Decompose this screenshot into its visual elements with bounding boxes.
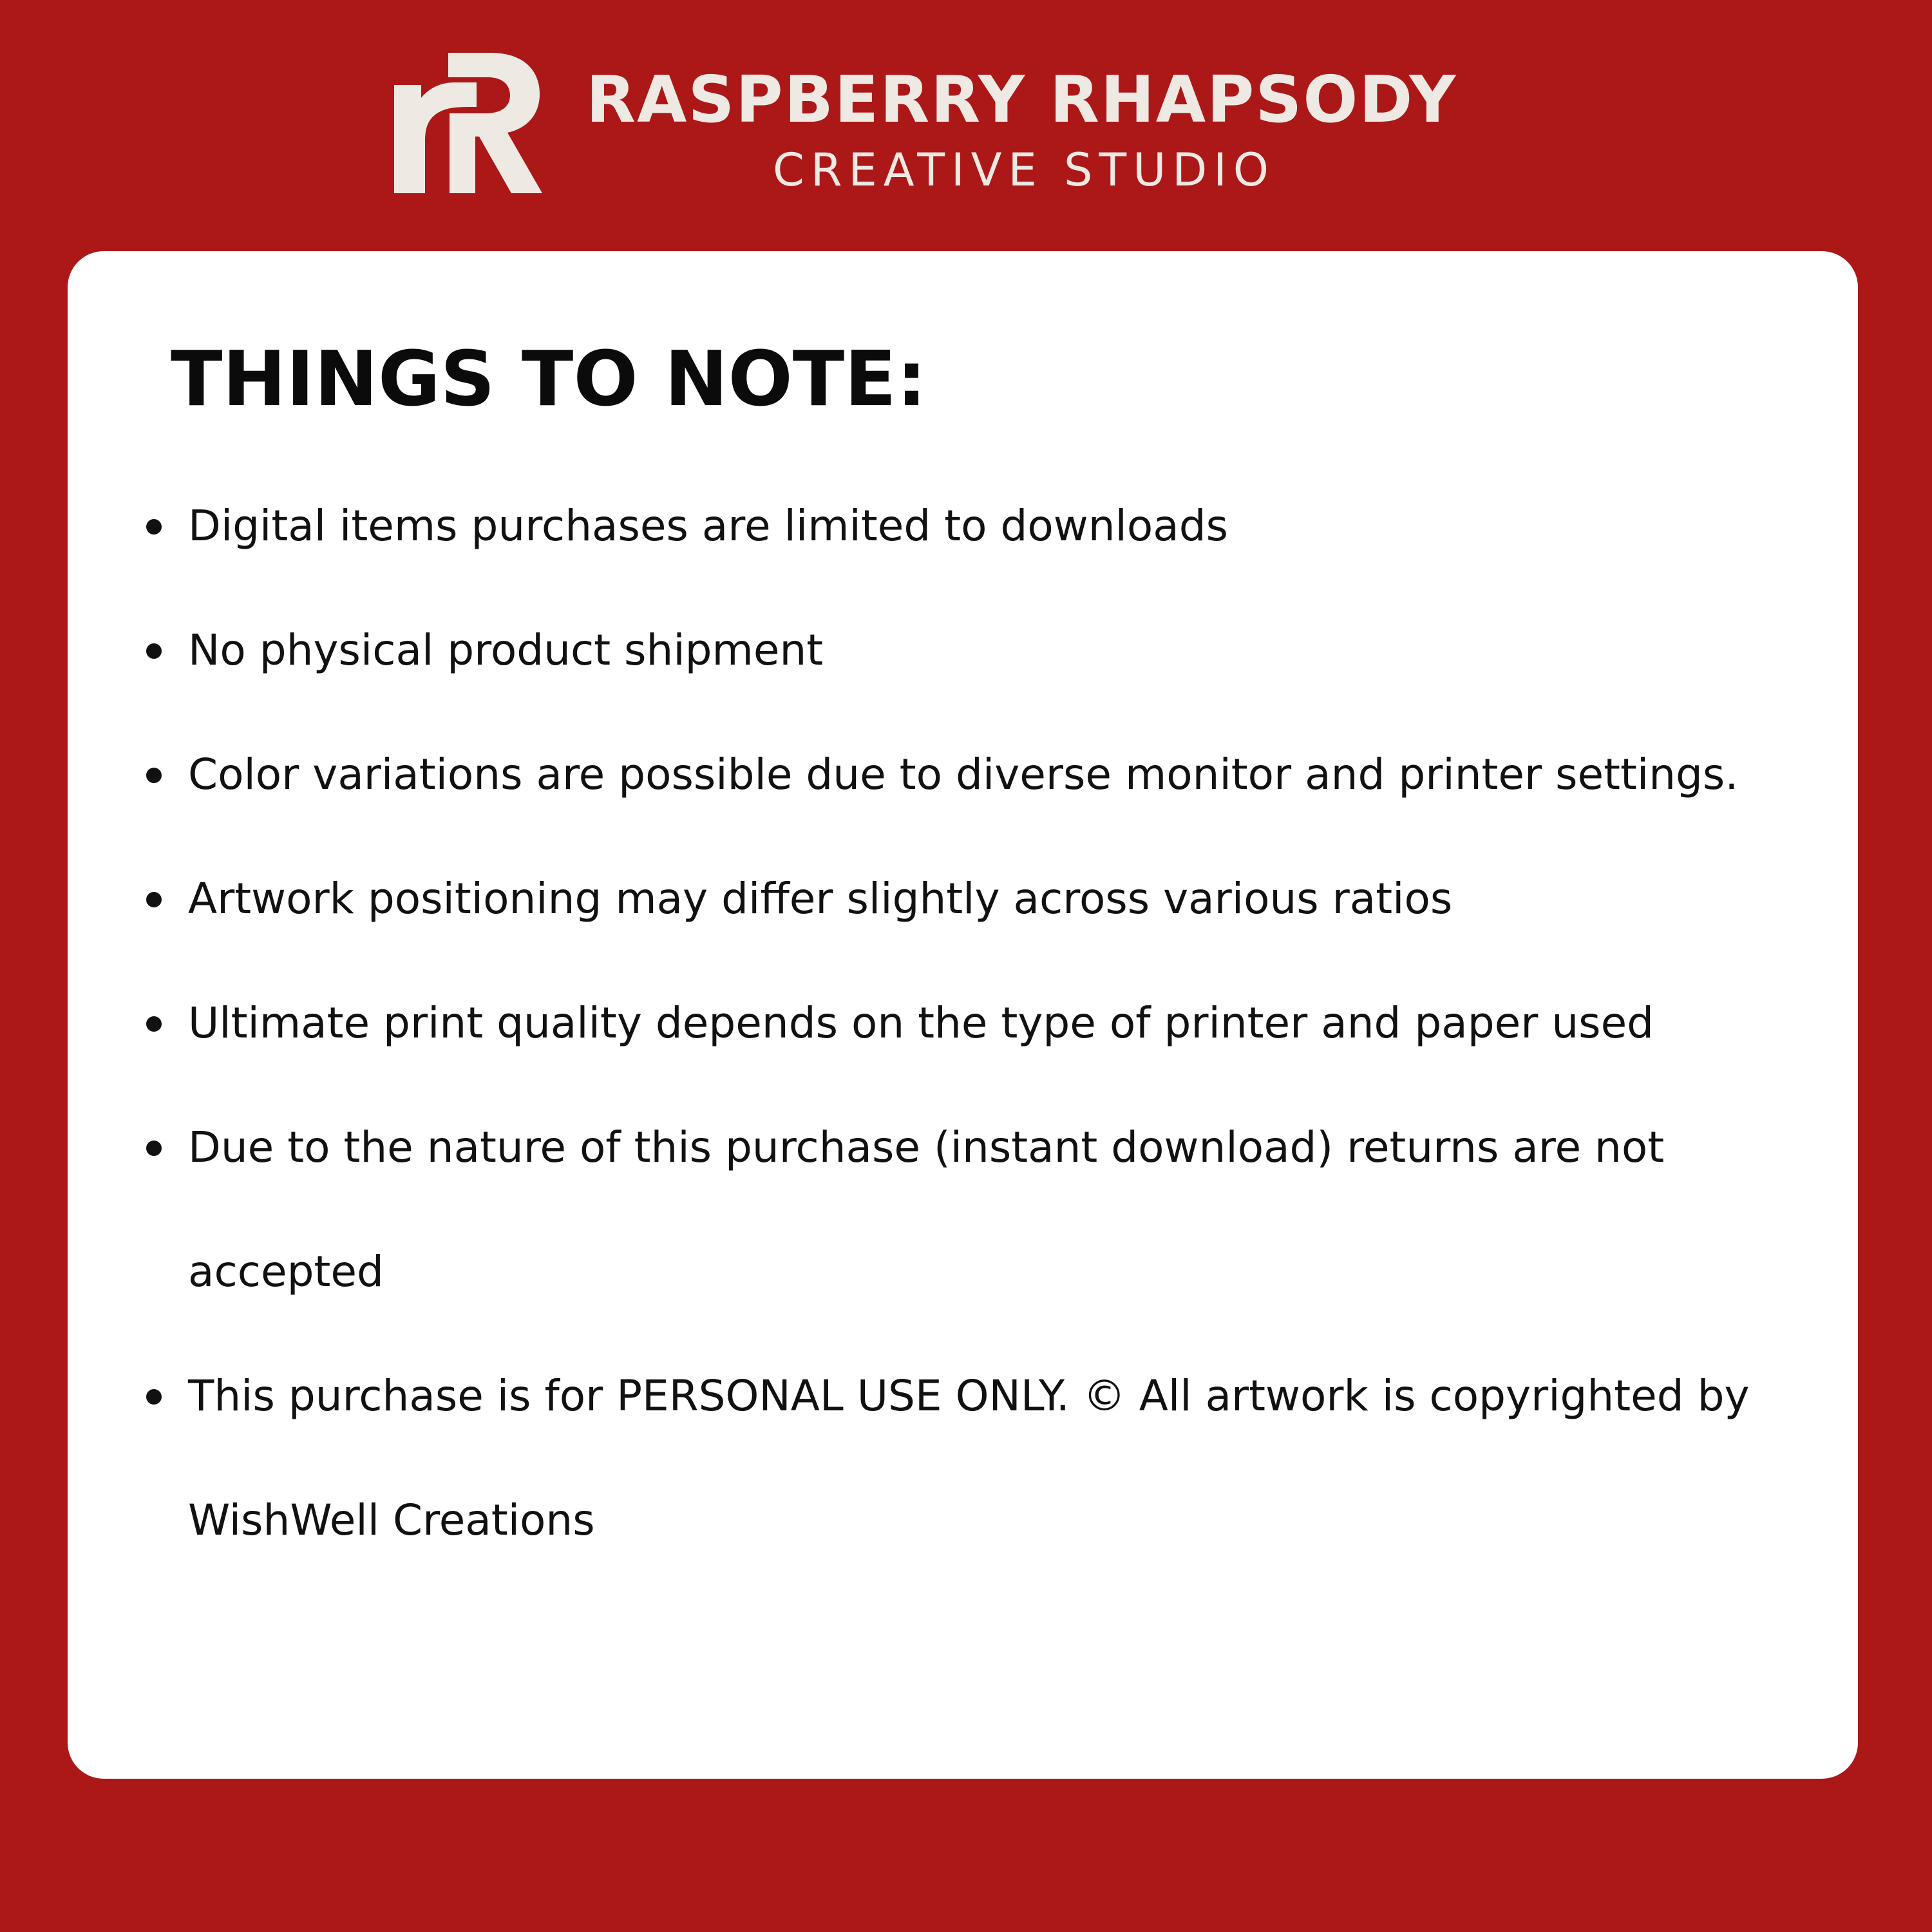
note-item bbox=[145, 1085, 1819, 1334]
note-item bbox=[145, 464, 1819, 588]
bullet-dot-icon bbox=[146, 768, 162, 783]
rr-monogram-logo bbox=[394, 53, 542, 193]
brand-name: RASPBERRY RHAPSODY bbox=[586, 62, 1457, 137]
brand-header bbox=[0, 0, 1932, 251]
note-text: No physical product shipment bbox=[188, 625, 824, 675]
bullet-dot-icon bbox=[146, 1389, 162, 1405]
bullet-dot-icon bbox=[146, 643, 162, 659]
bullet-dot-icon bbox=[146, 892, 162, 907]
note-item bbox=[145, 961, 1819, 1085]
note-text: Due to the nature of this purchase (instant download) returns are not accepted bbox=[188, 1122, 1665, 1296]
notes-list bbox=[145, 464, 1819, 1582]
note-item bbox=[145, 588, 1819, 712]
bullet-dot-icon bbox=[146, 1141, 162, 1156]
note-text: Digital items purchases are limited to downloads bbox=[188, 501, 1228, 551]
note-item bbox=[145, 1334, 1819, 1582]
note-text: Color variations are possible due to diverse monitor and printer settings. bbox=[188, 750, 1739, 799]
bullet-dot-icon bbox=[146, 1016, 162, 1032]
bullet-dot-icon bbox=[146, 519, 162, 535]
note-text: Artwork positioning may differ slightly across various ratios bbox=[188, 874, 1453, 923]
note-item bbox=[145, 837, 1819, 961]
brand-subtitle: CREATIVE STUDIO bbox=[773, 144, 1276, 196]
note-text: This purchase is for PERSONAL USE ONLY. © All artwork is copyrighted by WishWell Creations bbox=[188, 1371, 1750, 1545]
note-text: Ultimate print quality depends on the type of printer and paper used bbox=[188, 998, 1654, 1048]
card-title: THINGS TO NOTE: bbox=[171, 334, 927, 423]
notes-card bbox=[68, 251, 1858, 1779]
note-item bbox=[145, 712, 1819, 837]
